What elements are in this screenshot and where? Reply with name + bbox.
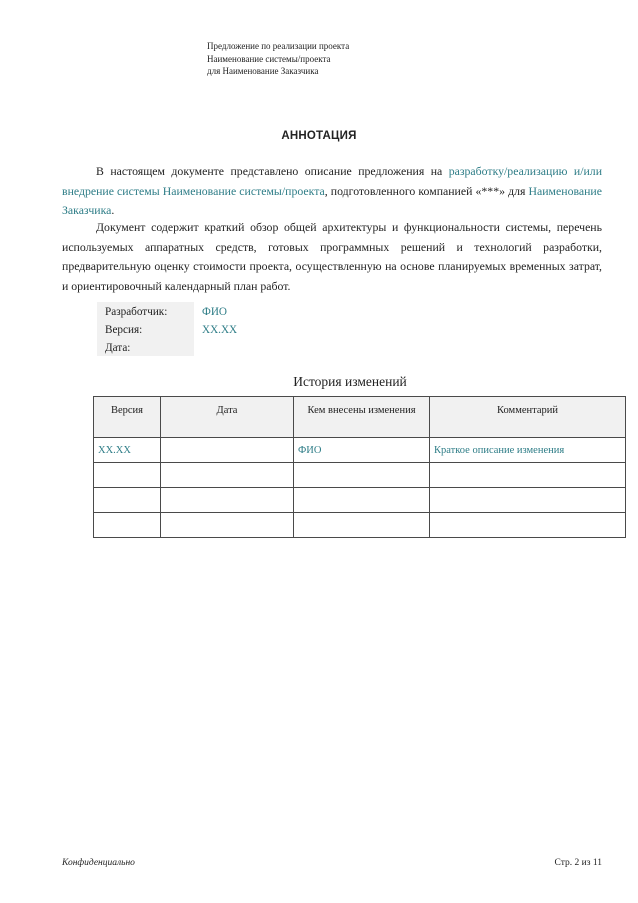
history-header-row: [94, 397, 626, 438]
annotation-paragraph-2: Документ содержит краткий обзор общей архитектуры и функциональности системы, перечень используемых аппаратных средств, готовых программных решений и технологий разработки, предварительную оценку стоимости проекта, осуществленную на основе планируемых временных затрат, и ориентировочный календарный план работ.: [62, 220, 602, 293]
annotation-paragraph-1: [62, 162, 602, 221]
history-cell-date: [161, 488, 294, 513]
info-label: Версия:: [97, 320, 194, 338]
info-value: [194, 338, 367, 356]
history-cell-author: [294, 488, 430, 513]
column-header-date: Дата: [161, 397, 294, 438]
table-row: [94, 513, 626, 538]
para1-text-start: В настоящем документе представлено описание предложения на: [96, 164, 449, 178]
table-row: [94, 488, 626, 513]
document-header: [207, 40, 349, 78]
history-cell-version: [94, 488, 161, 513]
history-cell-version: [94, 463, 161, 488]
history-cell-date: [161, 513, 294, 538]
info-label: Дата:: [97, 338, 194, 356]
column-header-version: Версия: [94, 397, 161, 438]
history-cell-comment: [430, 463, 626, 488]
history-cell-version: [94, 513, 161, 538]
history-cell-version: ХХ.ХХ: [94, 438, 161, 463]
history-table: [93, 396, 626, 538]
info-row-date: [97, 338, 367, 356]
info-label: Разработчик:: [97, 302, 194, 320]
table-row: [94, 438, 626, 463]
column-header-comment: Комментарий: [430, 397, 626, 438]
column-header-author: Кем внесены изменения: [294, 397, 430, 438]
history-cell-author: ФИО: [294, 438, 430, 463]
info-value: ХХ.ХХ: [202, 323, 238, 336]
footer-confidential: Конфиденциально: [62, 858, 135, 868]
footer-page-number: Стр. 2 из 11: [554, 858, 602, 868]
history-cell-date: [161, 463, 294, 488]
info-row-version: [97, 320, 367, 338]
header-line-system: Наименование системы/проекта: [207, 53, 331, 64]
history-cell-author: [294, 513, 430, 538]
header-line-customer: для Наименование Заказчика: [207, 66, 319, 76]
header-line-proposal: Предложение по реализации проекта: [207, 41, 350, 51]
history-cell-comment: Краткое описание изменения: [430, 438, 626, 463]
system-link[interactable]: разработку/реализацию и/или внедрение системы Наименование системы/проекта: [62, 164, 603, 198]
history-cell-date: [161, 438, 294, 463]
para1-text-end: .: [111, 203, 115, 218]
table-row: [94, 463, 626, 488]
section-title: АННОТАЦИЯ: [281, 130, 357, 142]
info-row-developer: [97, 302, 367, 320]
customer-link[interactable]: Наименование Заказчика: [62, 183, 602, 218]
history-title: История изменений: [293, 374, 407, 389]
info-value: ФИО: [202, 305, 227, 318]
history-cell-comment: [430, 513, 626, 538]
para1-text-middle: , подготовленного компанией «***» для: [324, 183, 529, 198]
document-info-table: [97, 302, 367, 356]
history-cell-author: [294, 463, 430, 488]
history-cell-comment: [430, 488, 626, 513]
